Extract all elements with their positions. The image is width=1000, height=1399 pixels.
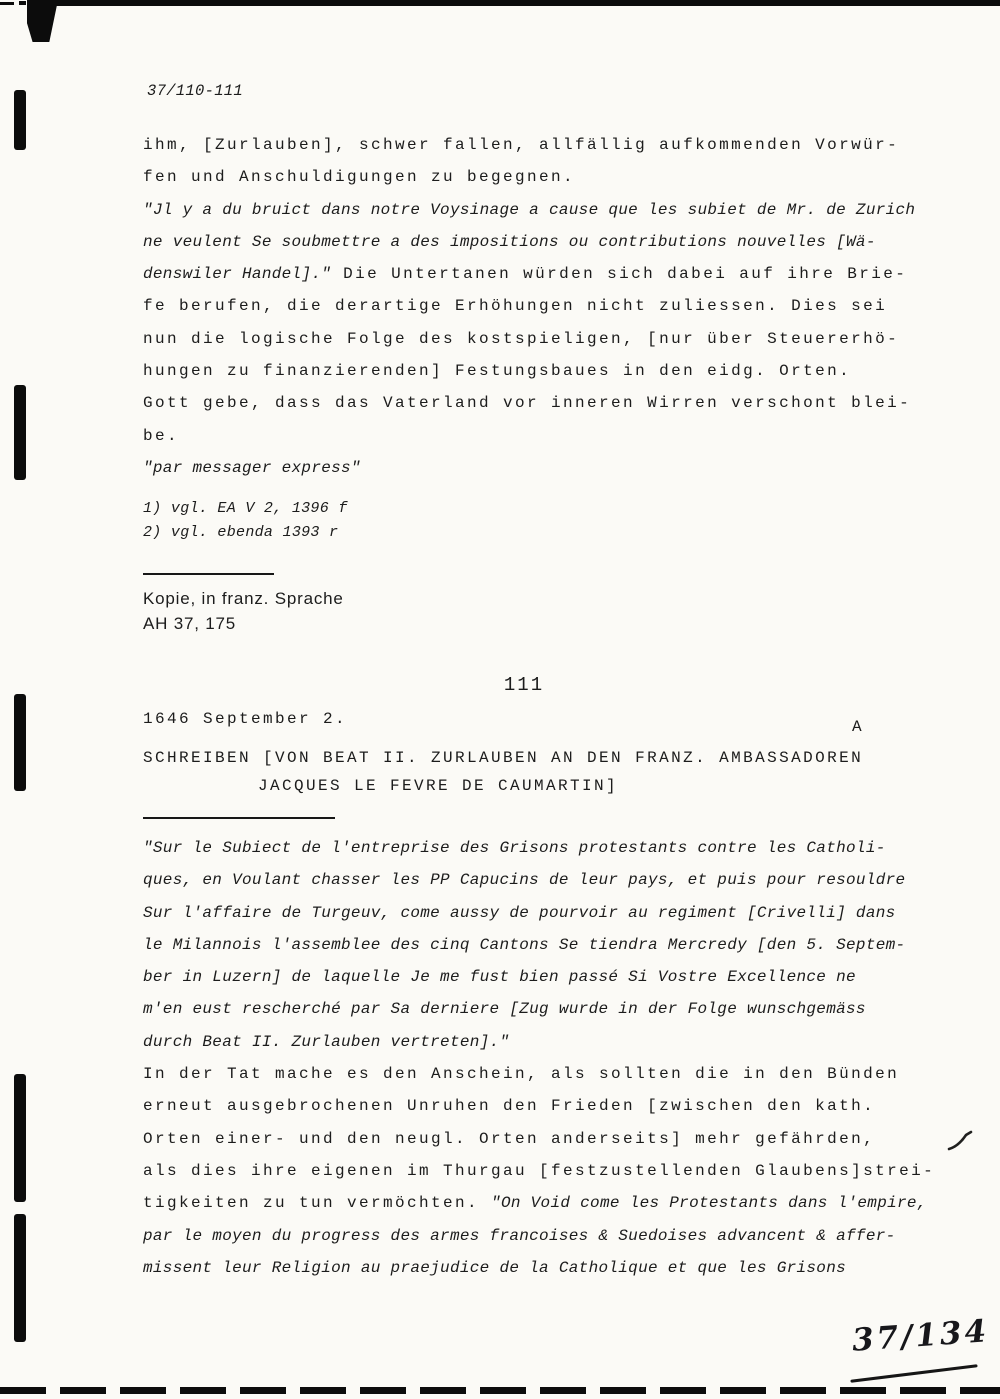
- footnote-divider: [143, 573, 274, 575]
- body-line: Orten einer- und den neugl. Orten anderseits] mehr gefährden,: [143, 1129, 876, 1148]
- quote-line: par le moyen du progress des armes francoises & Suedoises advancent & affer-: [143, 1226, 896, 1245]
- body-line: fen und Anschuldigungen zu begegnen.: [143, 168, 576, 187]
- scan-artifact-top-edge: [32, 0, 1000, 6]
- body-line: nun die logische Folge des kostspieligen, [nur über Steuererhö-: [143, 329, 900, 348]
- quote-line: ques, en Voulant chasser les PP Capucins de leur pays, et puis pour resouldre: [143, 871, 906, 890]
- closing-note: "par messager express": [143, 458, 361, 477]
- body-line: be.: [143, 426, 180, 445]
- body-line: ihm, [Zurlauben], schwer fallen, allfällig aufkommenden Vorwür-: [143, 136, 900, 154]
- quote-line: "Sur le Subiect de l'entreprise des Grisons protestants contre les Catholi-: [143, 839, 886, 857]
- scan-artifact-top-dash: [0, 2, 14, 5]
- quote-line: "Jl y a du bruict dans notre Voysinage a cause que les subiet de Mr. de Zurich: [143, 200, 916, 219]
- quote-end: denswiler Handel].": [143, 265, 332, 284]
- entry-title: [143, 744, 863, 800]
- marginal-letter: A: [852, 718, 865, 736]
- handwritten-check-mark-icon: [946, 1130, 974, 1159]
- scan-artifact-left-bar: [14, 694, 26, 791]
- quote-line: ber in Luzern] de laquelle Je me fust bien passé Si Vostre Excellence ne: [143, 968, 856, 987]
- footnote: 2) vgl. ebenda 1393 r: [143, 524, 339, 541]
- page-reference: 37/110-111: [147, 82, 244, 100]
- quote-line: durch Beat II. Zurlauben vertreten].": [143, 1032, 510, 1051]
- body-line: fe berufen, die derartige Erhöhungen nicht zuliessen. Dies sei: [143, 297, 888, 316]
- mixed-line: [143, 1187, 935, 1219]
- quote-line: Sur l'affaire de Turgeuv, come aussy de pourvoir au regiment [Crivelli] dans: [143, 903, 896, 922]
- entry-number: 111: [503, 674, 545, 696]
- scan-artifact-top-dash: [19, 1, 26, 5]
- source-note: [143, 586, 344, 636]
- entry-111-body: [143, 832, 935, 1284]
- footnotes: [143, 497, 348, 545]
- scan-artifact-corner-blob: [27, 0, 58, 42]
- entry-110-body: [143, 129, 915, 484]
- quote-line: ne veulent Se soubmettre a des impositions ou contributions nouvelles [Wä-: [143, 232, 876, 251]
- scan-artifact-left-bar: [14, 1214, 26, 1342]
- body-line: erneut ausgebrochenen Unruhen den Frieden [zwischen den kath.: [143, 1097, 876, 1116]
- mixed-line: [143, 258, 915, 290]
- handwritten-underline-stroke: [850, 1364, 977, 1383]
- title-line: JACQUES LE FEVRE DE CAUMARTIN]: [258, 777, 619, 795]
- scan-artifact-bottom-edge: [0, 1387, 1000, 1394]
- body-line: In der Tat mache es den Anschein, als sollten die in den Bünden: [143, 1065, 900, 1084]
- entry-date: 1646 September 2.: [143, 710, 348, 728]
- title-divider: [143, 817, 335, 819]
- body-line: als dies ihre eigenen im Thurgau [festzustellenden Glaubens]strei-: [143, 1161, 936, 1180]
- footnote: 1) vgl. EA V 2, 1396 f: [143, 500, 348, 517]
- quote-line: le Milannois l'assemblee des cinq Cantons Se tiendra Mercredy [den 5. Septem-: [143, 935, 906, 954]
- body-line: Gott gebe, dass das Vaterland vor inneren Wirren verschont blei-: [143, 394, 912, 413]
- source-line: Kopie, in franz. Sprache: [143, 589, 344, 608]
- scan-artifact-left-bar: [14, 385, 26, 480]
- quote-line: m'en eust rescherché par Sa derniere [Zug wurde in der Folge wunschgemäss: [143, 1000, 866, 1019]
- body-line: hungen zu finanzierenden] Festungsbaues in den eidg. Orten.: [143, 362, 852, 381]
- quote-line: missent leur Religion au praejudice de la Catholique et que les Grisons: [143, 1258, 847, 1277]
- quote-segment: "On Void come les Protestants dans l'empire,: [491, 1194, 927, 1213]
- body-segment: Die Untertanen würden sich dabei auf ihre Brie-: [331, 265, 908, 284]
- handwritten-page-number: 37/134: [850, 1313, 991, 1359]
- source-line: AH 37, 175: [143, 614, 237, 633]
- body-segment: tigkeiten zu tun vermöchten.: [143, 1194, 492, 1213]
- scan-artifact-left-bar: [14, 1074, 26, 1202]
- title-line: SCHREIBEN [VON BEAT II. ZURLAUBEN AN DEN FRANZ. AMBASSADOREN: [143, 749, 864, 767]
- scan-artifact-left-bar: [14, 90, 26, 150]
